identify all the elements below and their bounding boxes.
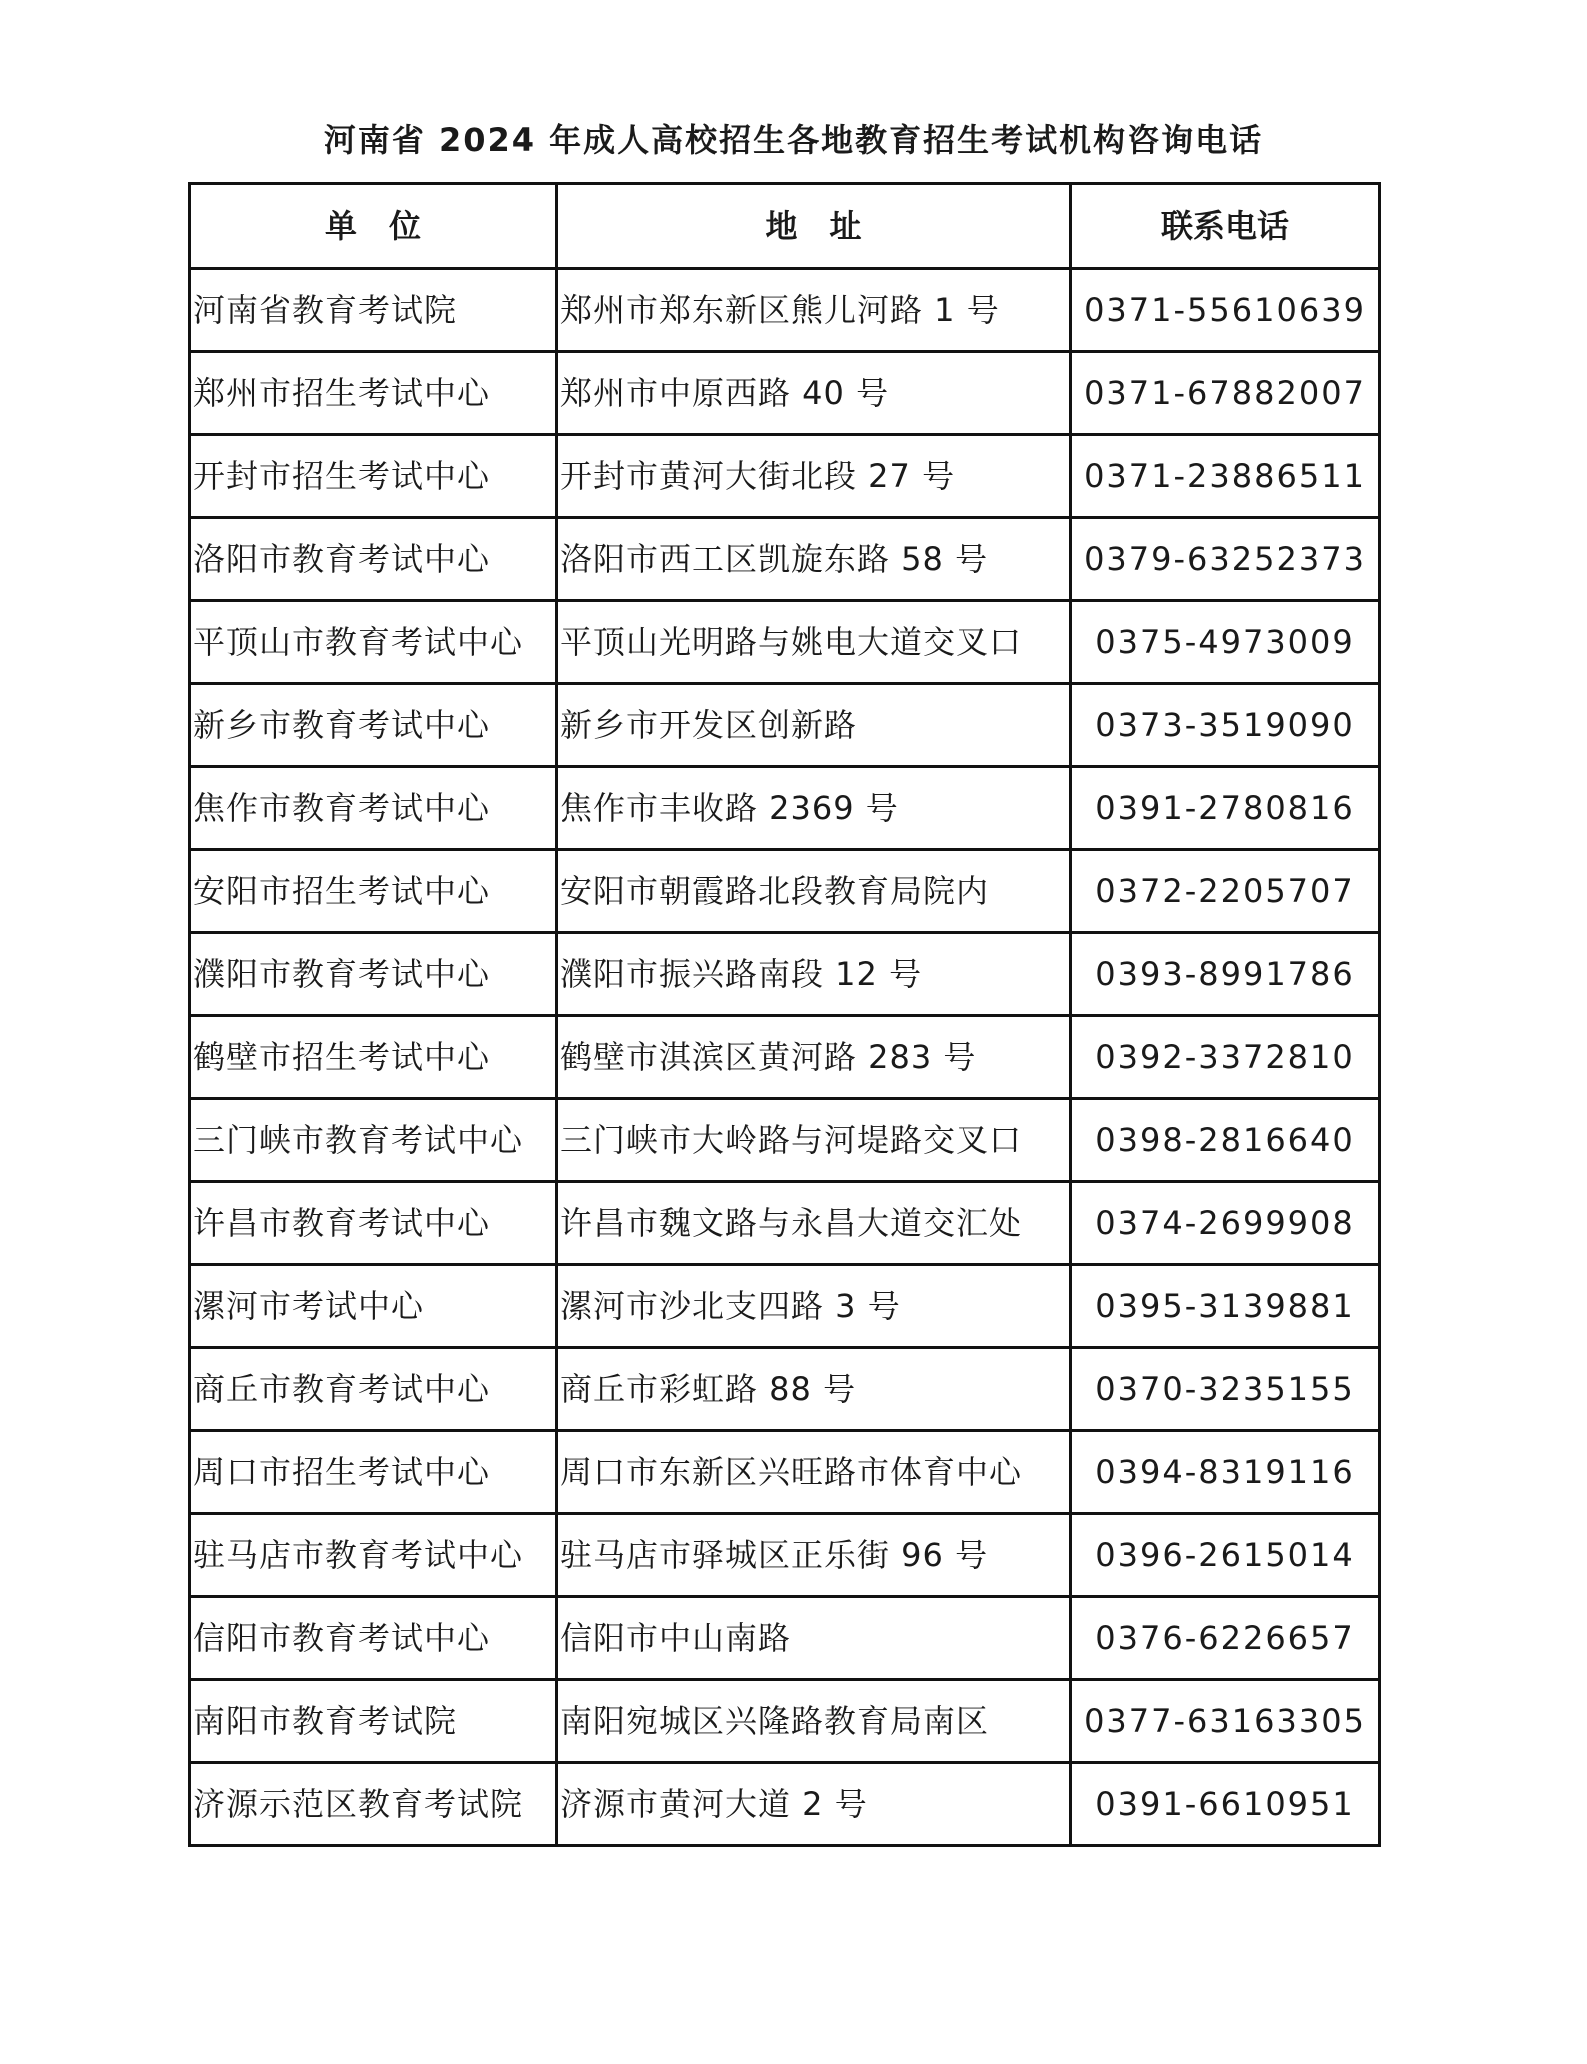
address-cell: 济源市黄河大道 2 号 bbox=[557, 1763, 1071, 1846]
address-cell: 洛阳市西工区凯旋东路 58 号 bbox=[557, 518, 1071, 601]
table-row bbox=[190, 1514, 1380, 1597]
unit-cell: 商丘市教育考试中心 bbox=[190, 1348, 557, 1431]
address-cell: 平顶山光明路与姚电大道交叉口 bbox=[557, 601, 1071, 684]
table-row bbox=[190, 269, 1380, 352]
address-cell: 焦作市丰收路 2369 号 bbox=[557, 767, 1071, 850]
table-row bbox=[190, 1348, 1380, 1431]
table-row bbox=[190, 1680, 1380, 1763]
phone-cell: 0371-67882007 bbox=[1071, 352, 1380, 435]
address-cell: 新乡市开发区创新路 bbox=[557, 684, 1071, 767]
header-phone: 联系电话 bbox=[1071, 184, 1380, 269]
phone-cell: 0396-2615014 bbox=[1071, 1514, 1380, 1597]
header-address: 地 址 bbox=[557, 184, 1071, 269]
unit-cell: 河南省教育考试院 bbox=[190, 269, 557, 352]
table-row bbox=[190, 1597, 1380, 1680]
phone-cell: 0371-55610639 bbox=[1071, 269, 1380, 352]
page-title: 河南省 2024 年成人高校招生各地教育招生考试机构咨询电话 bbox=[323, 121, 1264, 159]
unit-cell: 漯河市考试中心 bbox=[190, 1265, 557, 1348]
address-cell: 安阳市朝霞路北段教育局院内 bbox=[557, 850, 1071, 933]
address-cell: 信阳市中山南路 bbox=[557, 1597, 1071, 1680]
phone-cell: 0375-4973009 bbox=[1071, 601, 1380, 684]
unit-cell: 洛阳市教育考试中心 bbox=[190, 518, 557, 601]
phone-cell: 0374-2699908 bbox=[1071, 1182, 1380, 1265]
unit-cell: 南阳市教育考试院 bbox=[190, 1680, 557, 1763]
table-row bbox=[190, 933, 1380, 1016]
address-cell: 郑州市中原西路 40 号 bbox=[557, 352, 1071, 435]
address-cell: 商丘市彩虹路 88 号 bbox=[557, 1348, 1071, 1431]
address-cell: 三门峡市大岭路与河堤路交叉口 bbox=[557, 1099, 1071, 1182]
phone-cell: 0377-63163305 bbox=[1071, 1680, 1380, 1763]
address-cell: 许昌市魏文路与永昌大道交汇处 bbox=[557, 1182, 1071, 1265]
unit-cell: 三门峡市教育考试中心 bbox=[190, 1099, 557, 1182]
phone-cell: 0392-3372810 bbox=[1071, 1016, 1380, 1099]
table-row bbox=[190, 1431, 1380, 1514]
table-row bbox=[190, 1016, 1380, 1099]
address-cell: 周口市东新区兴旺路市体育中心 bbox=[557, 1431, 1071, 1514]
table-row bbox=[190, 684, 1380, 767]
address-cell: 漯河市沙北支四路 3 号 bbox=[557, 1265, 1071, 1348]
address-cell: 濮阳市振兴路南段 12 号 bbox=[557, 933, 1071, 1016]
phone-cell: 0370-3235155 bbox=[1071, 1348, 1380, 1431]
phone-cell: 0379-63252373 bbox=[1071, 518, 1380, 601]
table-row bbox=[190, 1763, 1380, 1846]
table-row bbox=[190, 435, 1380, 518]
address-cell: 鹤壁市淇滨区黄河路 283 号 bbox=[557, 1016, 1071, 1099]
phone-cell: 0395-3139881 bbox=[1071, 1265, 1380, 1348]
unit-cell: 信阳市教育考试中心 bbox=[190, 1597, 557, 1680]
address-cell: 郑州市郑东新区熊儿河路 1 号 bbox=[557, 269, 1071, 352]
unit-cell: 驻马店市教育考试中心 bbox=[190, 1514, 557, 1597]
phone-cell: 0391-6610951 bbox=[1071, 1763, 1380, 1846]
table-header-row bbox=[190, 184, 1380, 269]
phone-cell: 0398-2816640 bbox=[1071, 1099, 1380, 1182]
unit-cell: 平顶山市教育考试中心 bbox=[190, 601, 557, 684]
table-row bbox=[190, 850, 1380, 933]
phone-cell: 0391-2780816 bbox=[1071, 767, 1380, 850]
phone-cell: 0393-8991786 bbox=[1071, 933, 1380, 1016]
phone-cell: 0394-8319116 bbox=[1071, 1431, 1380, 1514]
address-cell: 驻马店市驿城区正乐街 96 号 bbox=[557, 1514, 1071, 1597]
table-row bbox=[190, 1182, 1380, 1265]
header-unit: 单 位 bbox=[190, 184, 557, 269]
contact-table bbox=[188, 182, 1381, 1847]
unit-cell: 周口市招生考试中心 bbox=[190, 1431, 557, 1514]
unit-cell: 濮阳市教育考试中心 bbox=[190, 933, 557, 1016]
table-row bbox=[190, 1265, 1380, 1348]
table-row bbox=[190, 601, 1380, 684]
phone-cell: 0376-6226657 bbox=[1071, 1597, 1380, 1680]
table-row bbox=[190, 518, 1380, 601]
table-row bbox=[190, 352, 1380, 435]
unit-cell: 济源示范区教育考试院 bbox=[190, 1763, 557, 1846]
unit-cell: 开封市招生考试中心 bbox=[190, 435, 557, 518]
unit-cell: 鹤壁市招生考试中心 bbox=[190, 1016, 557, 1099]
table-row bbox=[190, 1099, 1380, 1182]
address-cell: 开封市黄河大街北段 27 号 bbox=[557, 435, 1071, 518]
unit-cell: 许昌市教育考试中心 bbox=[190, 1182, 557, 1265]
phone-cell: 0373-3519090 bbox=[1071, 684, 1380, 767]
unit-cell: 郑州市招生考试中心 bbox=[190, 352, 557, 435]
phone-cell: 0372-2205707 bbox=[1071, 850, 1380, 933]
table-row bbox=[190, 767, 1380, 850]
address-cell: 南阳宛城区兴隆路教育局南区 bbox=[557, 1680, 1071, 1763]
unit-cell: 焦作市教育考试中心 bbox=[190, 767, 557, 850]
unit-cell: 新乡市教育考试中心 bbox=[190, 684, 557, 767]
unit-cell: 安阳市招生考试中心 bbox=[190, 850, 557, 933]
phone-cell: 0371-23886511 bbox=[1071, 435, 1380, 518]
